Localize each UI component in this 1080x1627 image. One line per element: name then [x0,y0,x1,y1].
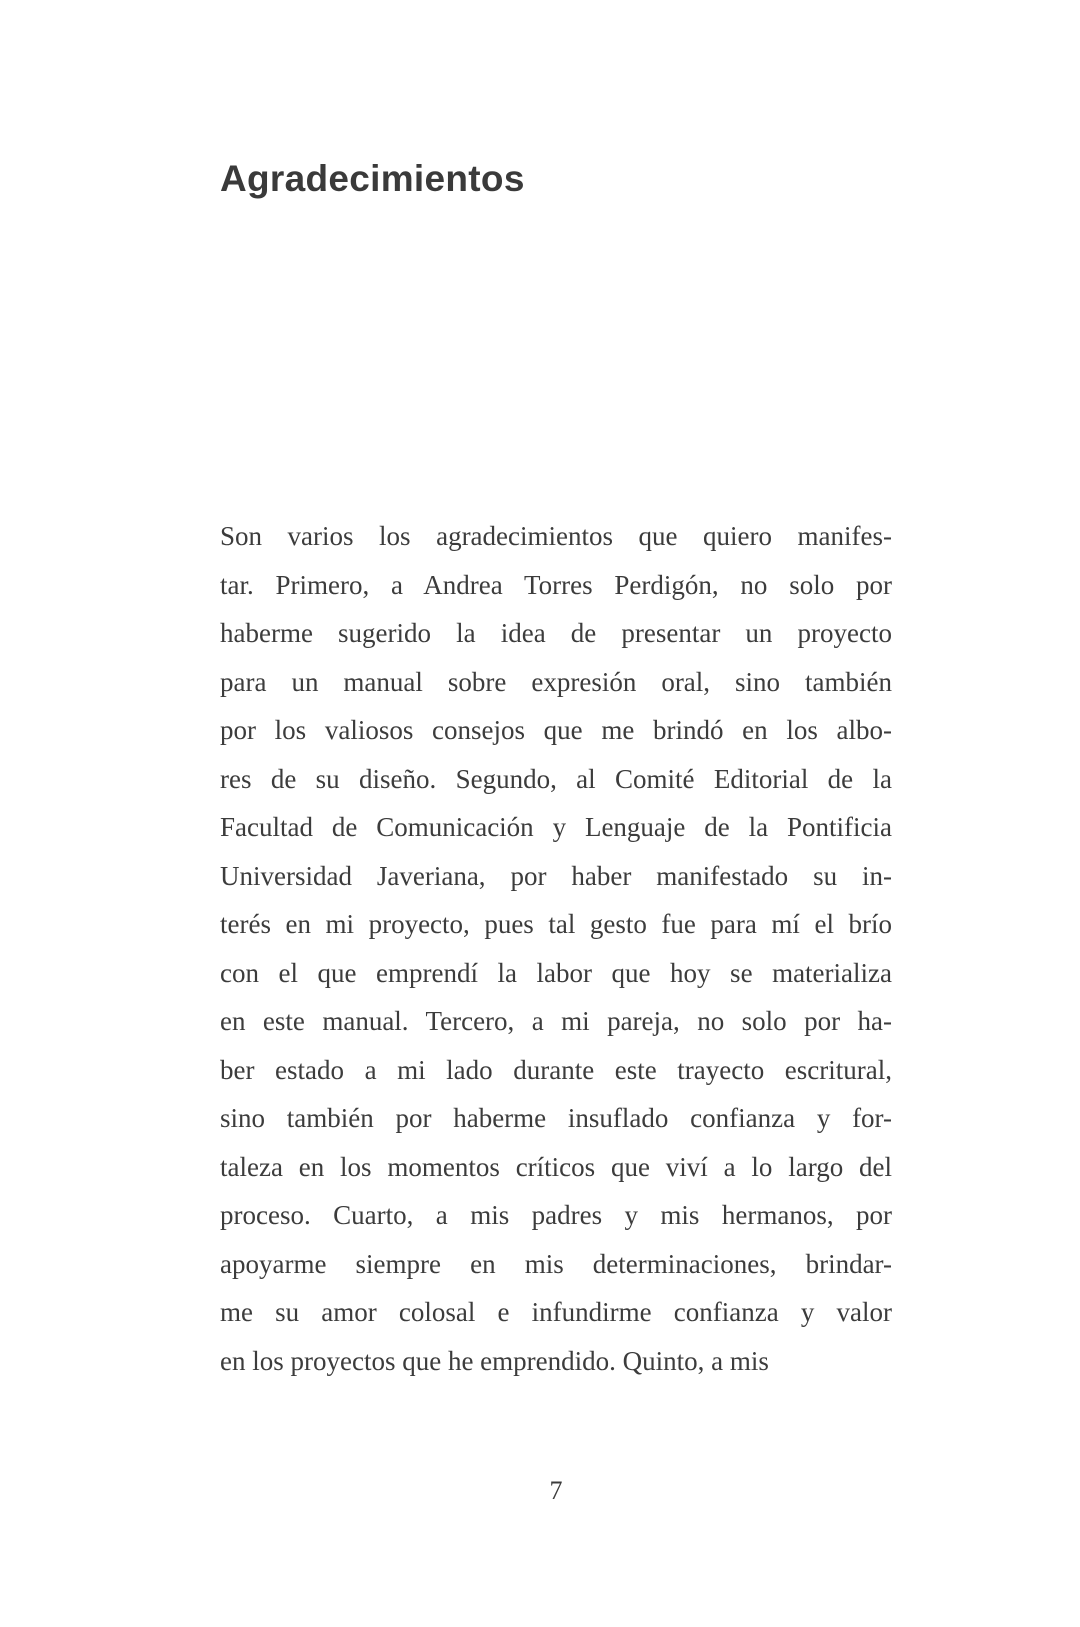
text-line: me su amor colosal e infundirme confianza y valor [220,1297,892,1327]
text-line: terés en mi proyecto, pues tal gesto fue para mí el brío [220,909,892,939]
text-line: apoyarme siempre en mis determinaciones, brindar- [220,1248,892,1279]
text-line: por los valiosos consejos que me brindó en los albo- [220,715,892,745]
text-line: taleza en los momentos críticos que viví a lo largo del [220,1151,892,1182]
text-line: ber estado a mi lado durante este trayecto escritural, [220,1054,892,1085]
text-line: en los proyectos que he emprendido. Quinto, a mis [220,1345,769,1376]
text-line: en este manual. Tercero, a mi pareja, no solo por ha- [220,1006,892,1036]
text-line: res de su diseño. Segundo, al Comité Editorial de la [220,763,892,794]
body-paragraph [220,512,892,1385]
text-line: Son varios los agradecimientos que quiero manifes- [220,521,892,551]
text-line: proceso. Cuarto, a mis padres y mis hermanos, por [220,1200,892,1230]
text-line: haberme sugerido la idea de presentar un proyecto [220,618,892,648]
chapter-title: Agradecimientos [220,158,525,199]
text-line: para un manual sobre expresión oral, sino también [220,666,892,697]
text-line: con el que emprendí la labor que hoy se materializa [220,957,892,988]
text-line: Universidad Javeriana, por haber manifestado su in- [220,860,892,891]
page-number: 7 [549,1476,563,1505]
text-line: sino también por haberme insuflado confianza y for- [220,1103,892,1133]
text-line: Facultad de Comunicación y Lenguaje de la Pontificia [220,812,892,842]
text-line: tar. Primero, a Andrea Torres Perdigón, no solo por [220,569,892,600]
